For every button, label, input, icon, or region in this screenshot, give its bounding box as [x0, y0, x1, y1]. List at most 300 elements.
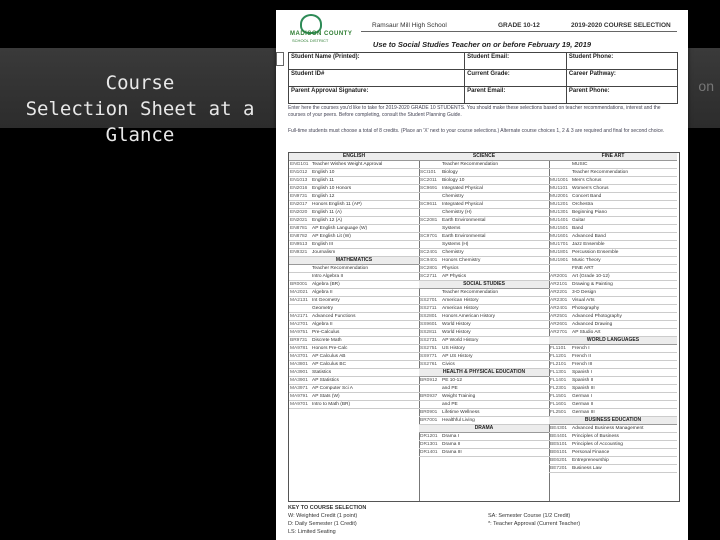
course-code: EN1013 — [290, 178, 308, 183]
course-name: Intro to Math (BR) — [312, 402, 351, 407]
course-name: Healthful Living — [442, 418, 475, 423]
course-code: SS9771 — [420, 354, 438, 359]
course-row[interactable] — [289, 241, 419, 249]
course-code: SC2011 — [420, 178, 437, 183]
course-code: MU1201 — [550, 202, 569, 207]
course-row[interactable] — [419, 217, 549, 225]
course-name: Teacher Wishes Weight Approval — [312, 162, 383, 167]
course-name: Orchestra — [572, 202, 594, 207]
course-row[interactable] — [289, 385, 419, 393]
info-field[interactable]: Career Pathway: — [566, 70, 677, 87]
course-row[interactable] — [419, 393, 549, 401]
course-name: Art (Grade 10-12) — [572, 274, 610, 279]
course-row[interactable] — [289, 393, 419, 401]
course-code: MU2001 — [550, 194, 569, 199]
course-row[interactable] — [549, 305, 677, 313]
course-code: EN9731 — [290, 194, 308, 199]
course-row[interactable] — [419, 353, 549, 361]
course-name: World History — [442, 322, 471, 327]
course-name: Discrete Math — [312, 338, 342, 343]
course-name: Journalism — [312, 250, 336, 255]
course-name: French III — [572, 362, 593, 367]
student-info-table — [288, 52, 678, 104]
course-row[interactable] — [419, 201, 549, 209]
course-row[interactable] — [419, 233, 549, 241]
course-name: English 12 — [312, 194, 335, 199]
course-row[interactable] — [549, 457, 677, 465]
key-line-4: SA: Semester Course (1/2 Credit) — [488, 513, 571, 519]
course-row[interactable] — [419, 257, 549, 265]
course-name: Chemistry — [442, 194, 464, 199]
course-code: SC9401 — [420, 258, 438, 263]
course-name: German II — [572, 402, 594, 407]
course-row[interactable] — [419, 297, 549, 305]
course-row[interactable] — [289, 217, 419, 225]
course-row[interactable] — [289, 169, 419, 177]
info-row — [289, 53, 678, 70]
course-name: Chemistry (H) — [442, 210, 472, 215]
course-code: BE5101 — [550, 442, 568, 447]
course-name: Earth Environmental — [442, 234, 486, 239]
course-code: MA3971 — [290, 386, 308, 391]
key-line-2: D: Daily Semester (1 Credit) — [288, 521, 357, 527]
key-line-3: LS: Limited Seating — [288, 529, 336, 535]
course-name: Advanced Band — [572, 234, 606, 239]
course-name: Weight Training — [442, 394, 476, 399]
course-code: EN2020 — [290, 210, 308, 215]
course-code: SS2761 — [420, 362, 438, 367]
course-row[interactable] — [419, 385, 549, 393]
course-code: FL1601 — [550, 402, 567, 407]
course-row[interactable] — [289, 209, 419, 217]
course-code: BR0901 — [420, 410, 438, 415]
key-title: KEY TO COURSE SELECTION — [288, 505, 367, 511]
course-code: FL1101 — [550, 346, 566, 351]
course-name: Teacher Recommendation — [572, 170, 628, 175]
course-name: American History — [442, 298, 479, 303]
course-row[interactable] — [549, 361, 677, 369]
info-field[interactable]: Student Email: — [465, 53, 567, 70]
course-name: Algebra II — [312, 322, 333, 327]
course-row[interactable] — [549, 201, 677, 209]
info-row — [289, 70, 678, 87]
course-row[interactable] — [549, 321, 677, 329]
info-field[interactable]: Student Phone: — [566, 53, 677, 70]
course-row[interactable] — [419, 345, 549, 353]
course-name: Teacher Recommendation — [442, 290, 498, 295]
course-code: FL1401 — [550, 378, 567, 383]
course-name: Honors Pre-Calc — [312, 346, 348, 351]
course-row[interactable] — [289, 297, 419, 305]
course-code: MA9781 — [290, 346, 308, 351]
course-row[interactable] — [549, 177, 677, 185]
course-columns — [288, 152, 680, 502]
course-row[interactable] — [549, 425, 677, 433]
course-code: MU1601 — [550, 234, 569, 239]
course-code: MU1001 — [550, 178, 569, 183]
course-row[interactable] — [289, 377, 419, 385]
course-column — [549, 153, 677, 501]
course-name: Drama I — [442, 434, 460, 439]
course-row[interactable] — [289, 305, 419, 313]
course-code: EN2016 — [290, 186, 308, 191]
course-row[interactable] — [289, 313, 419, 321]
course-code: SC9701 — [420, 234, 438, 239]
course-row[interactable] — [419, 321, 549, 329]
course-row[interactable] — [419, 273, 549, 281]
course-row[interactable] — [419, 361, 549, 369]
course-code: MU1501 — [550, 226, 569, 231]
course-row[interactable] — [549, 393, 677, 401]
course-row[interactable] — [419, 249, 549, 257]
course-code: BE6201 — [550, 458, 568, 463]
course-name: AP Calculus AB — [312, 354, 346, 359]
section-header: FINE ART — [549, 153, 677, 161]
course-code: EN1012 — [290, 170, 308, 175]
course-name: and PE — [442, 386, 458, 391]
course-row[interactable] — [419, 241, 549, 249]
course-name: Jazz Ensemble — [572, 242, 605, 247]
course-code: MA2131 — [290, 298, 308, 303]
side-marker-icon — [276, 52, 284, 66]
course-name: Int Geometry — [312, 298, 340, 303]
course-code: ENG101 — [290, 162, 309, 167]
course-code: FL2101 — [550, 362, 567, 367]
course-row[interactable] — [549, 185, 677, 193]
course-row[interactable] — [419, 417, 549, 425]
course-row[interactable] — [549, 273, 677, 281]
course-row[interactable] — [549, 329, 677, 337]
course-row[interactable] — [419, 305, 549, 313]
course-name: Systems — [442, 226, 461, 231]
course-row[interactable] — [549, 209, 677, 217]
course-name: Drama II — [442, 442, 461, 447]
course-code: BR0001 — [290, 282, 308, 287]
course-row[interactable] — [289, 353, 419, 361]
course-name: Spanish III — [572, 386, 595, 391]
course-code: FL2301 — [550, 386, 567, 391]
slide-title-line2: Selection Sheet at a Glance — [25, 98, 255, 146]
course-row[interactable] — [289, 265, 419, 273]
course-name: Teacher Recommendation — [442, 162, 498, 167]
course-name: AP Statistics — [312, 378, 339, 383]
course-code: AR2701 — [550, 330, 568, 335]
course-name: Principles of Accounting — [572, 442, 623, 447]
course-row[interactable] — [549, 369, 677, 377]
course-row[interactable] — [549, 193, 677, 201]
course-name: Honors English 11 (AP) — [312, 202, 362, 207]
course-code: AR2101 — [550, 282, 568, 287]
course-row[interactable] — [419, 329, 549, 337]
course-name: Integrated Physical — [442, 186, 483, 191]
course-row[interactable] — [419, 401, 549, 409]
course-name: Women's Chorus — [572, 186, 609, 191]
course-row[interactable] — [549, 449, 677, 457]
course-name: Advanced Business Management — [572, 426, 644, 431]
course-name: Percussion Ensemble — [572, 250, 619, 255]
course-code: FL2501 — [550, 410, 567, 415]
course-name: Biology 10 — [442, 178, 465, 183]
course-code: MA3901 — [290, 370, 308, 375]
course-row[interactable] — [289, 361, 419, 369]
course-row[interactable] — [289, 337, 419, 345]
slide-title — [0, 70, 280, 148]
course-code: AR2201 — [550, 290, 568, 295]
info-field[interactable]: Student ID# — [289, 70, 465, 87]
district-sub: SCHOOL DISTRICT — [292, 38, 329, 43]
course-name: Men's Chorus — [572, 178, 602, 183]
course-row[interactable] — [549, 249, 677, 257]
course-row[interactable] — [549, 385, 677, 393]
course-name: World History — [442, 330, 471, 335]
course-name: Physics — [442, 266, 459, 271]
course-name: AP English Language (W) — [312, 226, 368, 231]
course-name: American History — [442, 306, 479, 311]
course-row[interactable] — [549, 257, 677, 265]
course-code: BR7001 — [420, 418, 438, 423]
course-code: MA2701 — [290, 322, 308, 327]
course-row[interactable] — [549, 161, 677, 169]
section-header: DRAMA — [419, 425, 549, 433]
course-selection-document — [276, 10, 688, 540]
course-name: Algebra II — [312, 290, 333, 295]
section-header: WORLD LANGUAGES — [549, 337, 677, 345]
course-name: Teacher Recommendation — [312, 266, 368, 271]
course-name: AP English Lit (W) — [312, 234, 351, 239]
course-name: German III — [572, 410, 595, 415]
course-row[interactable] — [289, 321, 419, 329]
info-field[interactable]: Student Name (Printed): — [289, 53, 465, 70]
course-name: Statistics — [312, 370, 332, 375]
course-name: Honors Chemistry — [442, 258, 481, 263]
course-row[interactable] — [419, 433, 549, 441]
course-row[interactable] — [549, 233, 677, 241]
course-name: Beginning Piano — [572, 210, 607, 215]
info-field[interactable]: Current Grade: — [465, 70, 567, 87]
course-name: Intro Algebra II — [312, 274, 344, 279]
course-row[interactable] — [549, 377, 677, 385]
course-name: US History — [442, 346, 465, 351]
course-name: 3-D Design — [572, 290, 596, 295]
course-code: MA3801 — [290, 362, 308, 367]
course-row[interactable] — [549, 433, 677, 441]
key-line-5: *: Teacher Approval (Current Teacher) — [488, 521, 581, 527]
section-header: BUSINESS EDUCATION — [549, 417, 677, 425]
course-name: English 12 (A) — [312, 218, 343, 223]
course-row[interactable] — [549, 353, 677, 361]
course-row[interactable] — [289, 185, 419, 193]
course-row[interactable] — [289, 329, 419, 337]
course-code: BR0937 — [420, 394, 438, 399]
course-code: MA9701 — [290, 402, 308, 407]
course-name: and PE — [442, 402, 458, 407]
course-name: Advanced Photography — [572, 314, 622, 319]
course-name: German I — [572, 394, 592, 399]
info-field[interactable]: Parent Email: — [465, 87, 567, 104]
course-name: Music Theory — [572, 258, 601, 263]
course-name: Visual Arts — [572, 298, 595, 303]
course-name: Spanish I — [572, 370, 593, 375]
course-code: MU1701 — [550, 242, 569, 247]
course-code: AR2401 — [550, 306, 568, 311]
course-row[interactable] — [549, 441, 677, 449]
course-code: MA3901 — [290, 378, 308, 383]
course-row[interactable] — [549, 289, 677, 297]
course-row[interactable] — [419, 193, 549, 201]
course-name: Honors American History — [442, 314, 496, 319]
key-line-1: W: Weighted Credit (1 point) — [288, 513, 358, 519]
course-code: SC2711 — [420, 274, 437, 279]
course-row[interactable] — [549, 281, 677, 289]
course-code: EN8782 — [290, 234, 308, 239]
course-row[interactable] — [289, 273, 419, 281]
course-row[interactable] — [549, 265, 677, 273]
document-subtitle: Use to Social Studies Teacher on or before February 19, 2019 — [372, 40, 592, 49]
course-code: SS2711 — [420, 306, 437, 311]
course-row[interactable] — [289, 225, 419, 233]
section-header: ENGLISH — [289, 153, 419, 161]
course-name: Integrated Physical — [442, 202, 483, 207]
course-row[interactable] — [419, 185, 549, 193]
course-row[interactable] — [419, 169, 549, 177]
course-row[interactable] — [549, 297, 677, 305]
year-label: 2019-2020 COURSE SELECTION — [571, 22, 671, 29]
course-name: Civics — [442, 362, 455, 367]
course-code: SS2751 — [420, 346, 438, 351]
course-name: Drama III — [442, 450, 462, 455]
course-row[interactable] — [289, 345, 419, 353]
course-code: AR2301 — [550, 298, 568, 303]
course-code: AR2001 — [550, 274, 568, 279]
course-name: AP Physics — [442, 274, 467, 279]
course-row[interactable] — [289, 281, 419, 289]
course-code: SCI101 — [420, 170, 436, 175]
course-code: DR1301 — [420, 442, 438, 447]
course-row[interactable] — [549, 225, 677, 233]
slide-title-line1: Course — [105, 72, 175, 94]
course-name: Geometry — [312, 306, 334, 311]
course-row[interactable] — [419, 449, 549, 457]
course-row[interactable] — [419, 177, 549, 185]
course-row[interactable] — [419, 441, 549, 449]
course-name: Biology — [442, 170, 458, 175]
course-code: MU1401 — [550, 218, 569, 223]
course-code: MA2021 — [290, 290, 308, 295]
course-row[interactable] — [549, 313, 677, 321]
course-row[interactable] — [419, 161, 549, 169]
course-name: English 10 Honors — [312, 186, 352, 191]
course-code: DR1401 — [420, 450, 438, 455]
course-code: SS2801 — [420, 314, 438, 319]
district-name: MADISON COUNTY — [290, 31, 353, 37]
info-row — [289, 87, 678, 104]
course-row[interactable] — [289, 201, 419, 209]
course-row[interactable] — [419, 265, 549, 273]
course-row[interactable] — [549, 217, 677, 225]
course-name: AP Studio Art — [572, 330, 601, 335]
course-row[interactable] — [289, 289, 419, 297]
course-row[interactable] — [419, 409, 549, 417]
course-code: EN8781 — [290, 226, 308, 231]
course-code: MU1101 — [550, 186, 568, 191]
course-name: Band — [572, 226, 584, 231]
course-code: DR1201 — [420, 434, 438, 439]
info-field[interactable]: Parent Approval Signature: — [289, 87, 465, 104]
course-row[interactable] — [419, 377, 549, 385]
course-name: Algebra (BR) — [312, 282, 340, 287]
course-code: BR0912 — [420, 378, 438, 383]
course-name: Lifetime Wellness — [442, 410, 480, 415]
course-name: AP US History — [442, 354, 473, 359]
course-name: Advanced Functions — [312, 314, 356, 319]
course-name: English III — [312, 242, 334, 247]
course-row[interactable] — [289, 161, 419, 169]
key-right — [488, 512, 580, 528]
course-row[interactable] — [289, 401, 419, 409]
course-name: Personal Finance — [572, 450, 610, 455]
course-row[interactable] — [549, 169, 677, 177]
course-code: AR2601 — [550, 322, 568, 327]
course-code: BE6101 — [550, 450, 568, 455]
course-code: BE7201 — [550, 466, 568, 471]
course-row[interactable] — [549, 401, 677, 409]
course-code: EN9321 — [290, 250, 308, 255]
course-code: BE4401 — [550, 434, 568, 439]
course-code: EN2017 — [290, 202, 308, 207]
course-row[interactable] — [419, 209, 549, 217]
course-code: BE4301 — [550, 426, 568, 431]
course-name: Pre-Calculus — [312, 330, 340, 335]
section-header: SOCIAL STUDIES — [419, 281, 549, 289]
course-code: SC2401 — [420, 250, 438, 255]
course-row[interactable] — [419, 289, 549, 297]
course-row[interactable] — [419, 337, 549, 345]
course-row[interactable] — [289, 177, 419, 185]
course-name: Spanish II — [572, 378, 594, 383]
course-code: SS2811 — [420, 330, 437, 335]
course-row[interactable] — [549, 409, 677, 417]
course-name: French I — [572, 346, 590, 351]
course-name: Business Law — [572, 466, 602, 471]
course-code: AR2501 — [550, 314, 568, 319]
info-field[interactable]: Parent Phone: — [566, 87, 677, 104]
course-row[interactable] — [419, 225, 549, 233]
course-code: FL1501 — [550, 394, 567, 399]
course-code: SC2081 — [420, 218, 438, 223]
course-row[interactable] — [549, 465, 677, 473]
course-name: Advanced Drawing — [572, 322, 613, 327]
course-row[interactable] — [289, 233, 419, 241]
course-name: English 11 (A) — [312, 210, 342, 215]
course-name: Entrepreneurship — [572, 458, 609, 463]
course-code: FL1301 — [550, 370, 567, 375]
course-row[interactable] — [419, 313, 549, 321]
course-name: Drawing & Painting — [572, 282, 613, 287]
section-header: SCIENCE — [419, 153, 549, 161]
course-code: SC9691 — [420, 186, 438, 191]
course-row[interactable] — [289, 369, 419, 377]
course-row[interactable] — [549, 241, 677, 249]
course-name: English 10 — [312, 170, 335, 175]
course-row[interactable] — [289, 249, 419, 257]
selection-key — [288, 504, 678, 536]
course-code: MA9751 — [290, 330, 308, 335]
course-name: Systems (H) — [442, 242, 469, 247]
course-row[interactable] — [289, 193, 419, 201]
course-code: SS2701 — [420, 298, 438, 303]
course-row[interactable] — [549, 345, 677, 353]
course-code: SS9601 — [420, 322, 438, 327]
